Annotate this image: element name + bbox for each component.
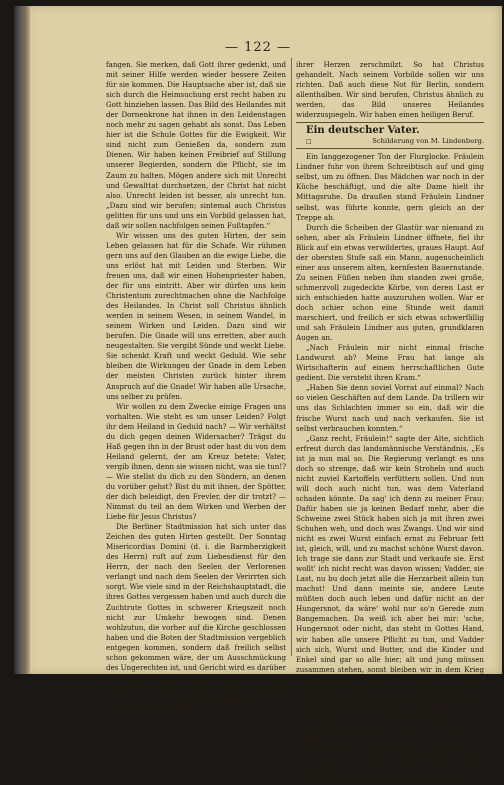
left-column	[106, 60, 286, 712]
story-paragraph: Durch die Scheiben der Glastür war niemand zu sehen, aber als Fräulein Lindner öffnete, fiel ihr Blick auf ein etwas verwildertes, graues Haupt. Auf der obersten Stufe saß ein Mann, augenscheinlich einer aus unserem alten, kernfesten Bauernstande. Zu seinen Füßen neben ihm standen zwei große, schmerzvoll zugedeckte Körbe, von deren Last er sich entschieden hatte auszuruhen wollen. War er doch schier schon eine Stunde weit damit marschiert, und freilich er sich etwas schwerfällig und sah Fräulein Lindner aus guten, grundklaren Augen an.	[296, 222, 484, 343]
column-divider	[291, 58, 292, 656]
ornament-icon: □	[306, 138, 312, 146]
byline-text: Schilderung von M. Lindenberg.	[372, 137, 484, 146]
page-number: — 122 —	[224, 40, 292, 55]
right-column-intro: ihrer Herzen zerschmilzt. So hat Christus gehandelt. Nach seinem Vorbilde sollen wir uns richten. Daß auch diese Not für Berlin, sondern allenthalben. Wir sind berufen, Christus ähnlich zu werden, das Bild unseres Heilandes widerzuspiegeln. Wir haben einen heiligen Beruf.	[296, 60, 484, 120]
story-title: Ein deutscher Vater.	[306, 125, 420, 137]
left-paragraph: Wir wissen uns des guten Hirten, der sein Leben gelassen hat für die Schafe. Wir rühmen gern uns auf den Glauben an die ewige Liebe, die uns erlöst hat mit Leiden und Sterben. Wir freuen uns, daß wir einen Hohenpriester haben, der für uns eintritt. Aber wir dürfen uns kein Christentum zurechtmachen ohne die Nachfolge des Heilandes. In Christ soll Christus ähnlich werden in seinem Wesen, in seinem Wandel, in seinem Wirken und Leiden. Dazu sind wir berufen. Die Gnade will uns erretten, aber auch neugestalten. Sie vergibt Sünde und weckt Liebe. Sie schenkt Kraft und weckt Geduld. Wie sehr bleiben die Wirkungen der Gnade in dem Leben der meisten Christen zurück hinter ihrem Anspruch auf die Gnade! Wir haben alle Ursache, uns selber zu prüfen.	[106, 230, 286, 401]
right-column	[296, 60, 484, 785]
story-header	[296, 122, 484, 149]
newspaper-page	[14, 6, 502, 785]
story-closing: Da wurde ihr ganz still und freundlich und sagte nur: Laß gut sein, Vadder, soll's doch eben mal so schön, wie ich je irgend machen kann. — Will Fräulein nun nicht mal eine Probe versuchen?“	[296, 745, 484, 785]
left-paragraph: fangen. Sie merken, daß Gott ihrer gedenkt, und mit seiner Hilfe werden wieder bessere Zeiten für sie kommen. Die Hauptsache aber ist, daß sie sich durch die Heimsuchung erst recht haben zu Gott hinziehen lassen. Das Bild des Heilandes mit der Dornenkrone hat ihnen in den Leidenstagen noch mehr zu sagen gehabt als sonst. Das Leben hier ist die Schule Gottes für die Ewigkeit. Wir sind nicht zum Genießen da, sondern zum Dienen. Wir haben keinen Freibrief auf Stillung unserer Begierden, sondern die Pflicht, sie im Zaum zu halten. Mögen andere sich mit Unrecht und Gewalttat durchsetzen, der Christ hat nicht also. Unrecht leiden ist besser, als unrecht tun. „Dazu sind wir berufen; sintemal auch Christus gelitten für uns und uns ein Vorbild gelassen hat, daß wir sollen nachfolgen seinen Fußtapfen.“	[106, 60, 286, 230]
story-paragraph: Ein langgezogener Ton der Flurglocke. Fräulein Lindner fuhr von ihrem Schreibtisch auf und ging selbst, um zu öffnen. Das Mädchen war noch in der Küche beschäftigt, und die alte Dame hielt ihr Mittagsruhe. Da draußen stand Fräulein Lindner selbst, was führte konnte, gern gleich an der Treppe ab.	[296, 152, 484, 222]
left-paragraph: Wir wollen zu dem Zwecke einige Fragen uns vorhalten. Wie steht es um unser Leiden? Folgt ihr dem Heiland in Geduld nach? — Wir verhältst du dich gegen deinen Widersacher? Trägst du Haß gegen ihn in der Brust oder hast du von dem Heiland gelernt, der am Kreuz betete: Vater, vergib ihnen, denn sie wissen nicht, was sie tun!? — Wie stellst du dich zu den Sündern, an denen du vorüber gehst? Bist du mit ihnen, der Spötter, der dich beleidigt, den Frevler, der dir trotzt? — Nimmst du teil an dem Wirken und Werben der Liebe für Jesus Christus?	[106, 401, 286, 522]
story-paragraph: „Haben Sie denn soviel Vorrat auf einmal? Nach so vielen Geschäften auf dem Lande. Da trillern wir uns das Schlachten immer so ein, daß wir die frische Wurst nach und nach verkaufen. Sie ist selbst verbrauchen konnten.“	[296, 383, 484, 433]
book-binding	[14, 6, 30, 674]
left-paragraph: Die Berliner Stadtmission hat sich unter das Zeichen des guten Hirten gestellt. Der Sonntag Misericordias Domini (d. i. die Barmherzigkeit des Herrn) ruft auf zum Liebesdienst für den Herrn, der nach den Seelen der Verlorenen verlangt und nach dem Seelen der Verirrten sich sorgt. Wie viele sind in der Reichshauptstadt, die ihres Gottes vergessen haben und auch durch die Zuchtrute Gottes in schwerer Kriegszeit noch nicht zur Umkehr bewogen sind. Denen wohlzutun, die vorher auf die Kirche geschlossen haben und die Boten der Stadtmission vergeblich entgegen kommen, sondern daß freilich selbst schon gekommen wäre, der um Ausschmückung des Ungerechten ist, und Gericht wird es darüber geben. Es ist zum Zweck soll das geschehen, daß sie ungehört weiter genießen können, sondern daß freunde Kosten auf ihr Haupt gesammelt werden und die Eisesrinde	[106, 522, 286, 712]
story-paragraph: „Nach Fräulein mir nicht einmal frische Landwurst ab? Meine Frau hat lange als Wirtschafterin auf einem herrschaftlichen Gute gedient. Die versteht ihren Kram.“	[296, 343, 484, 383]
story-body	[296, 152, 484, 745]
story-paragraph: „Ganz recht, Fräulein!“ sagte der Alte, sichtlich erfreut durch das landsmännische Verständnis. „Es ist ja nun mal so. Die Regierung verlangt es uns doch so strenge, daß wir kein Stroheln und auch nicht zuviel Kartoffeln verfüttern sollen. Und nun will doch auch nicht tun, was dem Vaterland schaden könnte. Da sag' ich denn zu meiner Frau: Dafür haben sie ja keinen Bedarf mehr, aber die Schweine zwei Stück haben sich ja mit ihren zwei Schuhen weh, und doch was Zwangs. Und wir sind nicht es zwei Wurst einfach ernst zu Februar fett ist, gleich, will, und zu machst schöne Wurst davon. Ich trage sie dann zur Stadt und verkaufe sie. Erst wollt' ich nicht recht was davon wissen; Vadder, sie Last, nu bu doch jetzt alle die Herzarbeit allein tun machst! Und dann meinte sie, andere Leute müßten doch auch leben und dafür nicht an der Hungersnot, da wäre‘ wohl nur so'n Gerede zum Bangemachen. Da weiß ich aber bei mir: 'sche, Hungersnot oder nicht, das steht in Gottes Hand, wir haben alle unsere Pflicht zu tun, und Vadder sich sich, Wurst und Butter, und die Kinder und Enkel sind gar so alle hier; alt und jung müssen zusammen stehen, sonst bleiben wir in dem Krieg schließlich nicht. Und so trag' ich nun meine Wurst und auch meine Butter, die ich kaum entbehren kann. Und ihnen ehrlich, daß es mich, Herr Pastor, ob ich, da jetzt, wie bis Wurst, kann damit Pantuan! Ich trag' so nicht; Gott der Herr meint ja uns doch nicht, mit dem wir in der Sonne des Lebens ertragen.	[296, 433, 484, 744]
story-byline	[296, 137, 484, 146]
